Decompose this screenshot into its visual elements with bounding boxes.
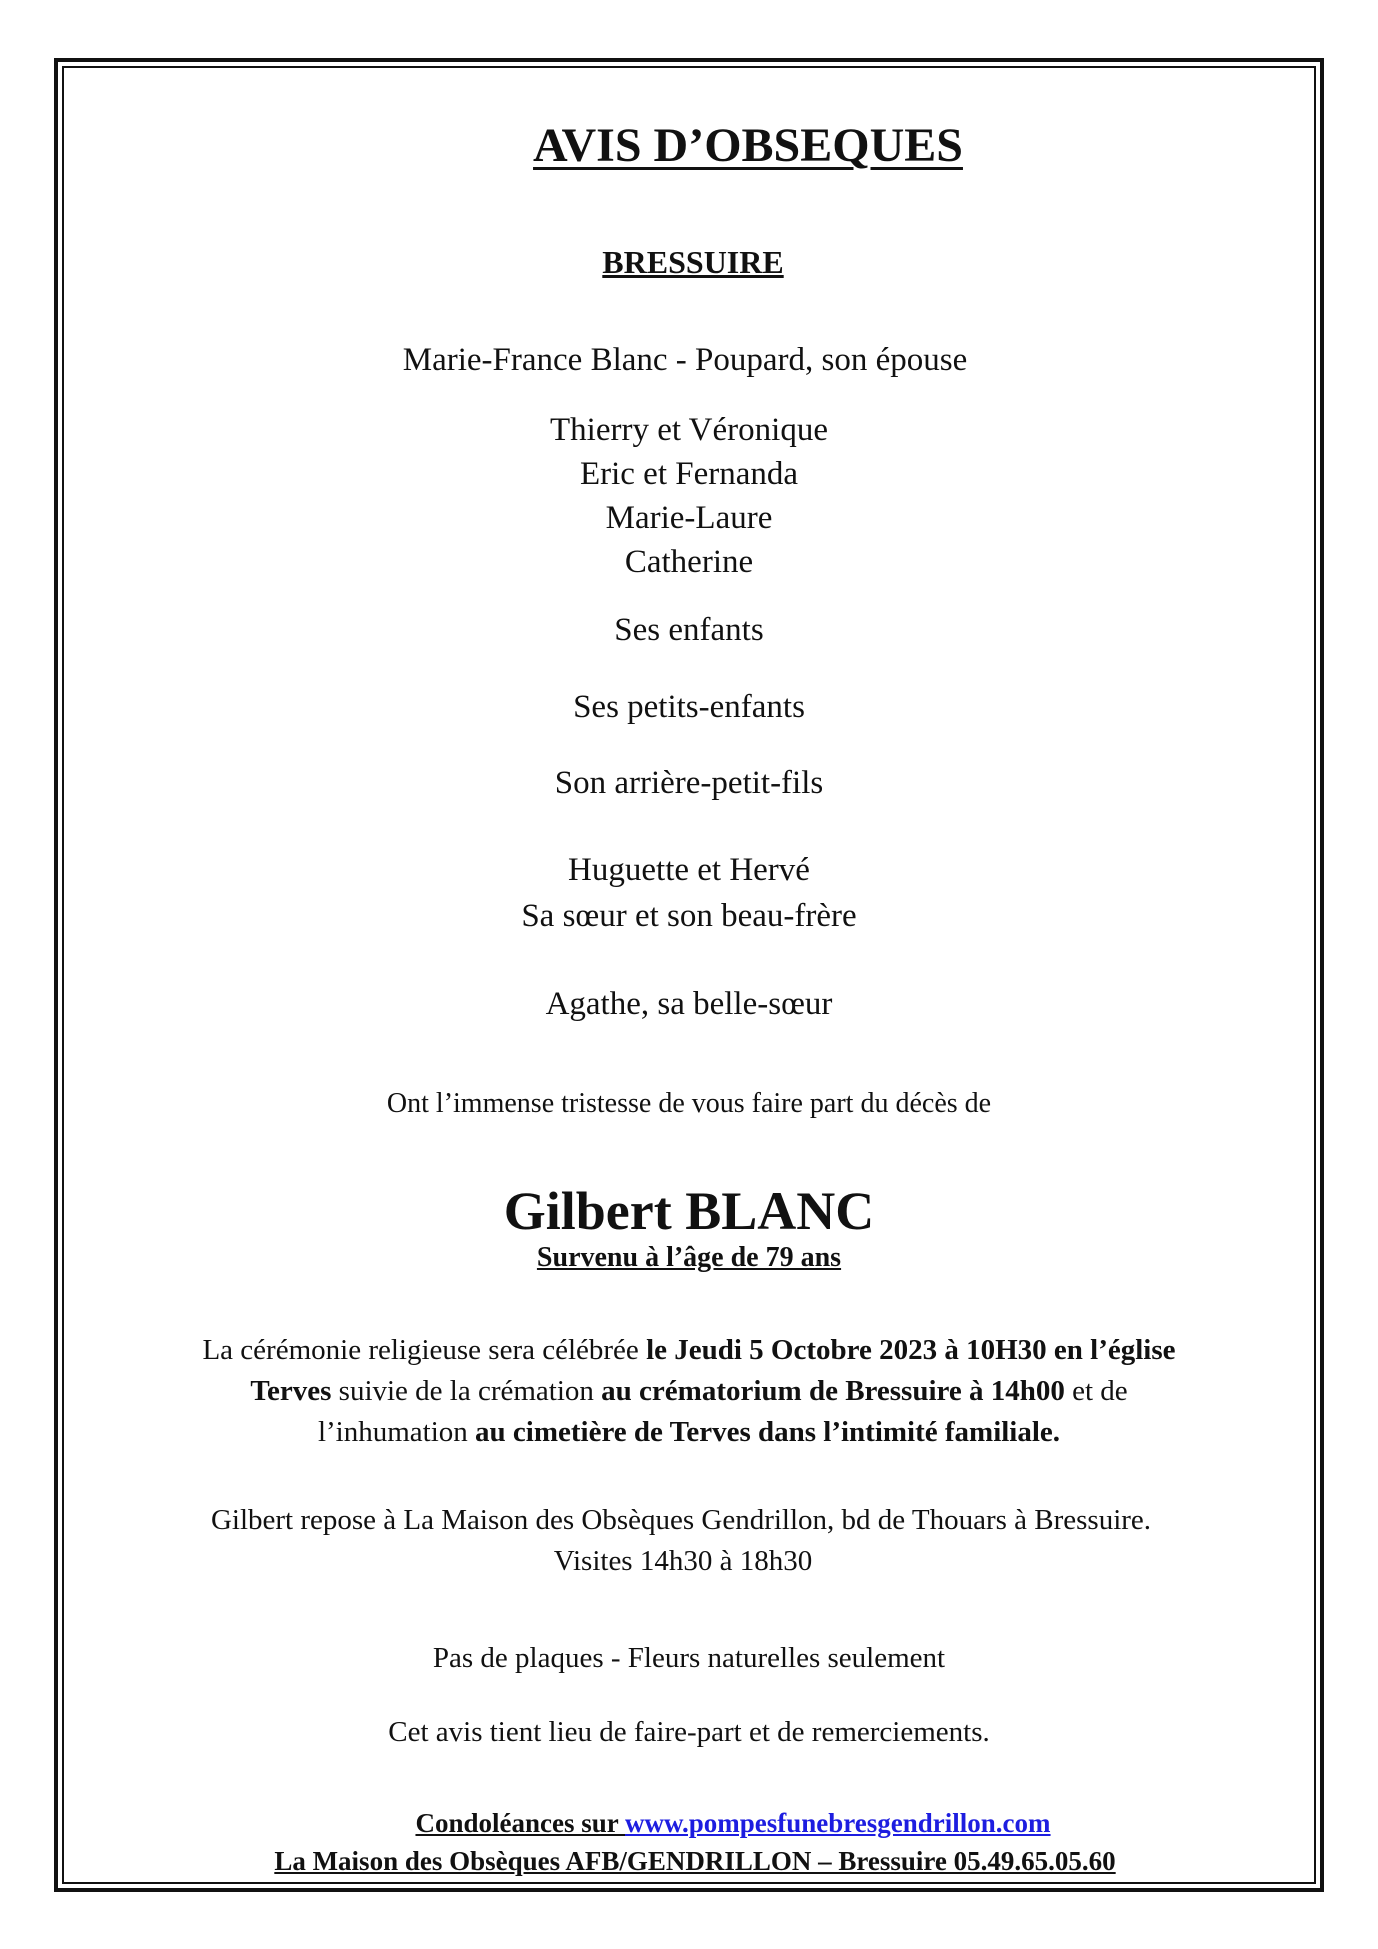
burial-details: au cimetière de Terves dans l’intimité familiale. [475, 1416, 1061, 1448]
child-name-1: Thierry et Véronique [550, 412, 828, 448]
ceremony-church-town: Terves [250, 1375, 332, 1407]
notice-info: Cet avis tient lieu de faire-part et de remerciements. [388, 1716, 990, 1748]
ceremony-line-2 [0, 1371, 1378, 1412]
child-name-3: Marie-Laure [605, 500, 773, 536]
announcement-lead: Ont l’immense tristesse de vous faire part du décès de [386, 1088, 992, 1119]
sibling-names: Huguette et Hervé [568, 852, 810, 888]
sister-in-law-line: Agathe, sa belle-sœur [545, 986, 833, 1022]
ceremony-line-3 [0, 1412, 1378, 1453]
cremation-details: au crématorium de Bressuire à 14h00 [601, 1375, 1065, 1407]
ceremony-text-2: suivie de la crémation [331, 1375, 602, 1407]
child-name-4: Catherine [624, 544, 754, 580]
ceremony-date-location: le Jeudi 5 Octobre 2023 à 10H30 en l’église [646, 1334, 1176, 1366]
great-grandchild-line: Son arrière-petit-fils [554, 765, 824, 801]
age-line: Survenu à l’âge de 79 ans [536, 1242, 842, 1273]
spouse-line: Marie-France Blanc - Poupard, son épouse [402, 342, 968, 378]
visitation-line-1: Gilbert repose à La Maison des Obsèques Gendrillon, bd de Thouars à Bressuire. [210, 1504, 1152, 1536]
children-label: Ses enfants [614, 612, 764, 648]
grandchildren-line: Ses petits-enfants [573, 689, 805, 725]
ceremony-text-4: l’inhumation [317, 1416, 476, 1448]
ceremony-text-3: et de [1064, 1375, 1128, 1407]
notice-title: AVIS D’OBSEQUES [533, 119, 963, 172]
company-line: La Maison des Obsèques AFB/GENDRILLON – Bressuire 05.49.65.05.60 [274, 1846, 1116, 1876]
condolences-line [44, 1808, 1378, 1839]
flowers-note: Pas de plaques - Fleurs naturelles seulement [432, 1642, 946, 1674]
city-heading: BRESSUIRE [602, 244, 784, 280]
child-name-2: Eric et Fernanda [579, 456, 799, 492]
deceased-name: Gilbert BLANC [503, 1181, 875, 1241]
ceremony-text-1: La cérémonie religieuse sera célébrée [202, 1334, 647, 1366]
condolences-label: Condoléances sur [415, 1808, 625, 1838]
website-link[interactable]: www.pompesfunebresgendrillon.com [625, 1808, 1051, 1838]
ceremony-line-1 [0, 1330, 1378, 1371]
sibling-label: Sa sœur et son beau-frère [521, 898, 857, 934]
visitation-hours: Visites 14h30 à 18h30 [553, 1545, 813, 1577]
